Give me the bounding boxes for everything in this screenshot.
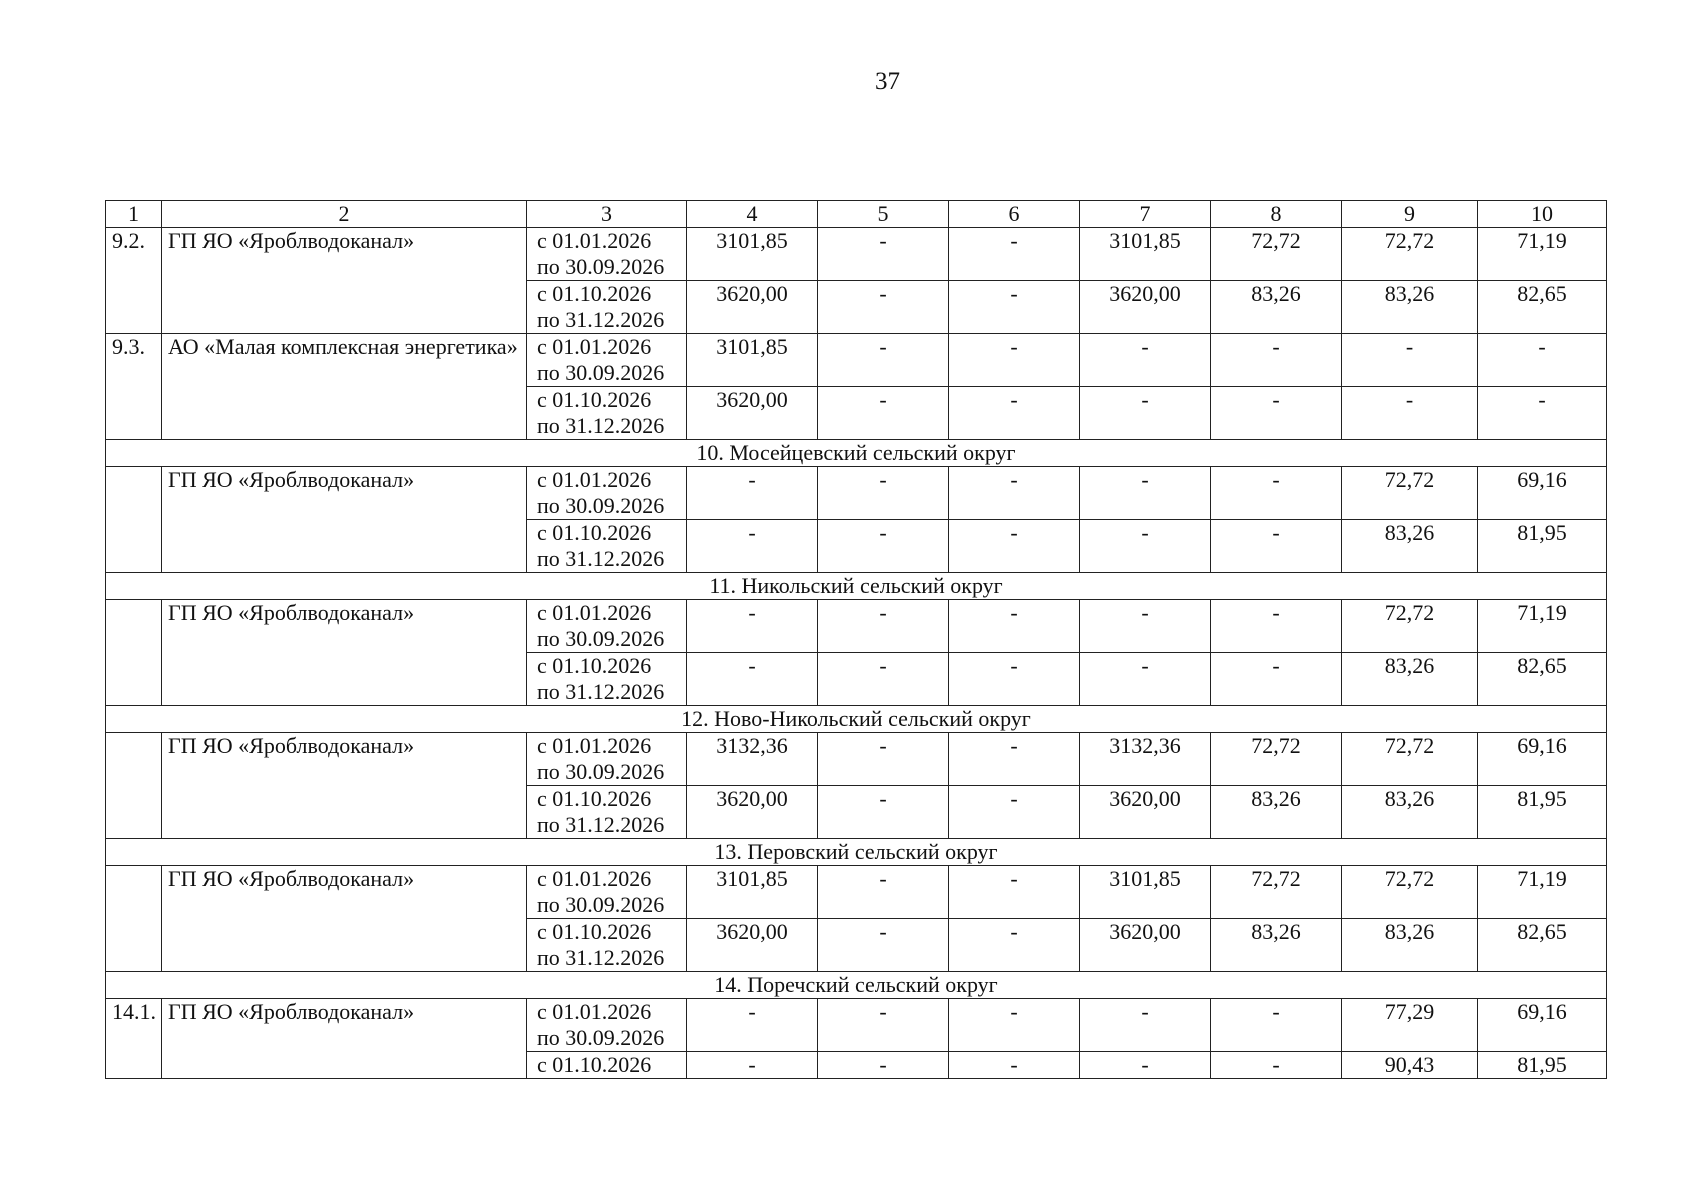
value-cell-7: - xyxy=(1080,387,1211,440)
period-cell: с 01.10.2026 по 31.12.2026 xyxy=(527,919,687,972)
value-cell-9: - xyxy=(1342,387,1478,440)
value-cell-5: - xyxy=(818,520,949,573)
value-cell-8: 83,26 xyxy=(1211,786,1342,839)
value-cell-5: - xyxy=(818,999,949,1052)
value-cell-9: 72,72 xyxy=(1342,733,1478,786)
organization-name: ГП ЯО «Яроблводоканал» xyxy=(162,866,527,972)
tariff-table-body xyxy=(106,201,1607,1079)
column-header: 8 xyxy=(1211,201,1342,228)
column-header: 6 xyxy=(949,201,1080,228)
value-cell-10: 81,95 xyxy=(1478,786,1607,839)
period-cell: с 01.10.2026 по 31.12.2026 xyxy=(527,281,687,334)
value-cell-4: 3620,00 xyxy=(687,387,818,440)
value-cell-4: - xyxy=(687,999,818,1052)
value-cell-9: 83,26 xyxy=(1342,919,1478,972)
value-cell-5: - xyxy=(818,228,949,281)
value-cell-4: - xyxy=(687,600,818,653)
column-header: 3 xyxy=(527,201,687,228)
value-cell-4: 3101,85 xyxy=(687,334,818,387)
value-cell-5: - xyxy=(818,387,949,440)
organization-name: ГП ЯО «Яроблводоканал» xyxy=(162,999,527,1079)
value-cell-10: 82,65 xyxy=(1478,281,1607,334)
period-cell: с 01.10.2026 по 31.12.2026 xyxy=(527,387,687,440)
table-row xyxy=(106,334,1607,387)
value-cell-6: - xyxy=(949,600,1080,653)
value-cell-5: - xyxy=(818,653,949,706)
value-cell-7: 3620,00 xyxy=(1080,786,1211,839)
value-cell-5: - xyxy=(818,786,949,839)
value-cell-9: 72,72 xyxy=(1342,600,1478,653)
item-number xyxy=(106,467,162,573)
value-cell-4: - xyxy=(687,467,818,520)
column-header: 7 xyxy=(1080,201,1211,228)
value-cell-8: - xyxy=(1211,653,1342,706)
value-cell-7: - xyxy=(1080,520,1211,573)
tariff-table xyxy=(105,200,1607,1079)
section-row xyxy=(106,573,1607,600)
value-cell-9: 72,72 xyxy=(1342,467,1478,520)
value-cell-5: - xyxy=(818,733,949,786)
organization-name: ГП ЯО «Яроблводоканал» xyxy=(162,467,527,573)
value-cell-10: 71,19 xyxy=(1478,228,1607,281)
value-cell-8: - xyxy=(1211,334,1342,387)
value-cell-7: 3132,36 xyxy=(1080,733,1211,786)
value-cell-4: 3101,85 xyxy=(687,866,818,919)
value-cell-9: 72,72 xyxy=(1342,228,1478,281)
section-title: 10. Мосейцевский сельский округ xyxy=(106,440,1607,467)
period-cell: с 01.01.2026 по 30.09.2026 xyxy=(527,866,687,919)
column-header-row xyxy=(106,201,1607,228)
value-cell-5: - xyxy=(818,919,949,972)
section-title: 13. Перовский сельский округ xyxy=(106,839,1607,866)
value-cell-9: 83,26 xyxy=(1342,653,1478,706)
table-row xyxy=(106,733,1607,786)
value-cell-4: 3132,36 xyxy=(687,733,818,786)
table-row xyxy=(106,600,1607,653)
value-cell-6: - xyxy=(949,1052,1080,1079)
column-header: 2 xyxy=(162,201,527,228)
value-cell-6: - xyxy=(949,334,1080,387)
value-cell-5: - xyxy=(818,866,949,919)
value-cell-7: - xyxy=(1080,600,1211,653)
value-cell-10: - xyxy=(1478,387,1607,440)
value-cell-10: 82,65 xyxy=(1478,653,1607,706)
value-cell-10: 69,16 xyxy=(1478,999,1607,1052)
page-number: 37 xyxy=(875,68,900,95)
value-cell-10: 71,19 xyxy=(1478,600,1607,653)
column-header: 5 xyxy=(818,201,949,228)
value-cell-7: 3620,00 xyxy=(1080,281,1211,334)
value-cell-8: - xyxy=(1211,467,1342,520)
section-title: 12. Ново-Никольский сельский округ xyxy=(106,706,1607,733)
value-cell-9: - xyxy=(1342,334,1478,387)
column-header: 9 xyxy=(1342,201,1478,228)
organization-name: ГП ЯО «Яроблводоканал» xyxy=(162,228,527,334)
organization-name: ГП ЯО «Яроблводоканал» xyxy=(162,733,527,839)
value-cell-6: - xyxy=(949,387,1080,440)
item-number: 9.3. xyxy=(106,334,162,440)
value-cell-7: 3620,00 xyxy=(1080,919,1211,972)
value-cell-7: 3101,85 xyxy=(1080,228,1211,281)
value-cell-6: - xyxy=(949,999,1080,1052)
value-cell-10: 69,16 xyxy=(1478,733,1607,786)
value-cell-6: - xyxy=(949,919,1080,972)
period-cell: с 01.10.2026 по 31.12.2026 xyxy=(527,520,687,573)
value-cell-7: - xyxy=(1080,653,1211,706)
value-cell-7: - xyxy=(1080,467,1211,520)
value-cell-10: 81,95 xyxy=(1478,520,1607,573)
table-row xyxy=(106,866,1607,919)
period-cell: с 01.10.2026 по 31.12.2026 xyxy=(527,653,687,706)
value-cell-8: - xyxy=(1211,999,1342,1052)
column-header: 10 xyxy=(1478,201,1607,228)
organization-name: АО «Малая комплексная энергетика» xyxy=(162,334,527,440)
value-cell-7: 3101,85 xyxy=(1080,866,1211,919)
value-cell-5: - xyxy=(818,1052,949,1079)
value-cell-7: - xyxy=(1080,334,1211,387)
value-cell-8: 83,26 xyxy=(1211,919,1342,972)
value-cell-8: - xyxy=(1211,1052,1342,1079)
value-cell-6: - xyxy=(949,228,1080,281)
value-cell-9: 83,26 xyxy=(1342,786,1478,839)
section-row xyxy=(106,839,1607,866)
value-cell-8: 72,72 xyxy=(1211,733,1342,786)
item-number: 9.2. xyxy=(106,228,162,334)
value-cell-7: - xyxy=(1080,1052,1211,1079)
value-cell-6: - xyxy=(949,866,1080,919)
value-cell-5: - xyxy=(818,467,949,520)
value-cell-8: - xyxy=(1211,387,1342,440)
value-cell-4: 3620,00 xyxy=(687,919,818,972)
period-cell: с 01.10.2026 по 31.12.2026 xyxy=(527,786,687,839)
period-cell: с 01.01.2026 по 30.09.2026 xyxy=(527,600,687,653)
value-cell-10: 71,19 xyxy=(1478,866,1607,919)
value-cell-9: 83,26 xyxy=(1342,281,1478,334)
value-cell-6: - xyxy=(949,281,1080,334)
table-row xyxy=(106,228,1607,281)
value-cell-10: 81,95 xyxy=(1478,1052,1607,1079)
value-cell-10: - xyxy=(1478,334,1607,387)
column-header: 4 xyxy=(687,201,818,228)
value-cell-6: - xyxy=(949,520,1080,573)
value-cell-6: - xyxy=(949,733,1080,786)
value-cell-4: 3620,00 xyxy=(687,281,818,334)
value-cell-6: - xyxy=(949,653,1080,706)
period-cell: с 01.10.2026 xyxy=(527,1052,687,1079)
value-cell-10: 69,16 xyxy=(1478,467,1607,520)
value-cell-4: 3101,85 xyxy=(687,228,818,281)
item-number xyxy=(106,866,162,972)
period-cell: с 01.01.2026 по 30.09.2026 xyxy=(527,999,687,1052)
value-cell-6: - xyxy=(949,467,1080,520)
period-cell: с 01.01.2026 по 30.09.2026 xyxy=(527,733,687,786)
value-cell-4: - xyxy=(687,1052,818,1079)
value-cell-8: 83,26 xyxy=(1211,281,1342,334)
section-title: 11. Никольский сельский округ xyxy=(106,573,1607,600)
value-cell-8: - xyxy=(1211,600,1342,653)
value-cell-5: - xyxy=(818,334,949,387)
value-cell-9: 83,26 xyxy=(1342,520,1478,573)
value-cell-4: - xyxy=(687,653,818,706)
item-number xyxy=(106,600,162,706)
section-row xyxy=(106,706,1607,733)
item-number: 14.1. xyxy=(106,999,162,1079)
value-cell-6: - xyxy=(949,786,1080,839)
period-cell: с 01.01.2026 по 30.09.2026 xyxy=(527,334,687,387)
value-cell-10: 82,65 xyxy=(1478,919,1607,972)
section-row xyxy=(106,972,1607,999)
value-cell-8: 72,72 xyxy=(1211,866,1342,919)
value-cell-8: 72,72 xyxy=(1211,228,1342,281)
table-row xyxy=(106,999,1607,1052)
period-cell: с 01.01.2026 по 30.09.2026 xyxy=(527,467,687,520)
column-header: 1 xyxy=(106,201,162,228)
value-cell-7: - xyxy=(1080,999,1211,1052)
value-cell-9: 77,29 xyxy=(1342,999,1478,1052)
value-cell-4: - xyxy=(687,520,818,573)
value-cell-5: - xyxy=(818,600,949,653)
organization-name: ГП ЯО «Яроблводоканал» xyxy=(162,600,527,706)
period-cell: с 01.01.2026 по 30.09.2026 xyxy=(527,228,687,281)
section-row xyxy=(106,440,1607,467)
section-title: 14. Поречский сельский округ xyxy=(106,972,1607,999)
value-cell-9: 90,43 xyxy=(1342,1052,1478,1079)
value-cell-5: - xyxy=(818,281,949,334)
value-cell-4: 3620,00 xyxy=(687,786,818,839)
item-number xyxy=(106,733,162,839)
value-cell-8: - xyxy=(1211,520,1342,573)
value-cell-9: 72,72 xyxy=(1342,866,1478,919)
table-row xyxy=(106,467,1607,520)
